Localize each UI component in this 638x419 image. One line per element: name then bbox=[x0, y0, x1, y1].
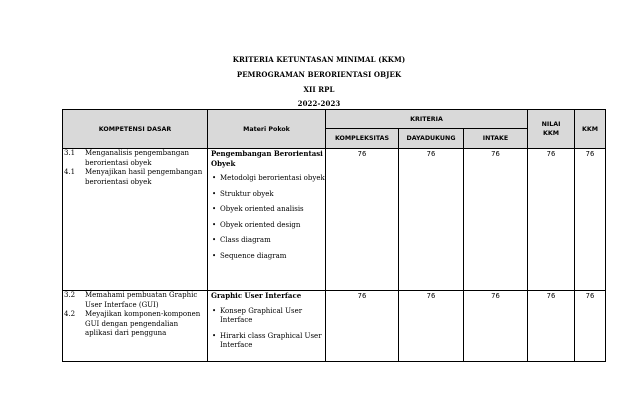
bullet-icon: • bbox=[212, 189, 217, 198]
kd-text: Menganalisis pengembangan berorientasi obyek bbox=[85, 149, 189, 167]
bullet-icon: • bbox=[212, 331, 217, 340]
header-kompetensi-dasar: KOMPETENSI DASAR bbox=[63, 110, 208, 149]
list-item: • Sequence diagram bbox=[212, 251, 287, 260]
bullet-icon: • bbox=[212, 251, 217, 260]
kompleksitas-value: 76 bbox=[326, 291, 399, 362]
kd-item bbox=[63, 291, 207, 310]
bullet-icon: • bbox=[212, 205, 217, 213]
year-title: 2022-2023 bbox=[297, 99, 341, 108]
kd-cell bbox=[63, 291, 208, 362]
list-item: • Obyek oriented analisis bbox=[212, 205, 304, 213]
list-item: • Konsep Graphical User Interface bbox=[212, 306, 303, 324]
kd-number: 3.2 bbox=[64, 291, 76, 299]
kompleksitas-value: 76 bbox=[326, 149, 399, 291]
header-materi-pokok: Materi Pokok bbox=[208, 110, 326, 149]
list-item: • Metodolgi berorientasi obyek bbox=[212, 174, 325, 182]
header-kkm: KKM bbox=[575, 110, 606, 149]
list-item: • Struktur obyek bbox=[212, 189, 274, 198]
kd-text: Menyajikan hasil pengembangan berorientasi obyek bbox=[85, 168, 203, 186]
kd-item bbox=[63, 168, 207, 187]
intake-value: 76 bbox=[464, 291, 528, 362]
table-row bbox=[63, 149, 606, 291]
list-item: • Hirarki class Graphical User Interface bbox=[212, 331, 322, 349]
kd-cell bbox=[63, 149, 208, 291]
list-item: • Class diagram bbox=[212, 236, 271, 244]
kd-number: 4.2 bbox=[64, 310, 76, 318]
bullet-icon: • bbox=[212, 174, 217, 182]
dayadukung-value: 76 bbox=[399, 291, 464, 362]
materi-cell bbox=[208, 149, 326, 291]
nilai-kkm-value: 76 bbox=[528, 291, 575, 362]
intake-value: 76 bbox=[464, 149, 528, 291]
kd-text: Meyajikan komponen-komponen GUI dengan pengendalian aplikasi dari pengguna bbox=[85, 310, 201, 337]
header-kompleksitas: KOMPLEKSITAS bbox=[326, 129, 399, 149]
dayadukung-value: 76 bbox=[399, 149, 464, 291]
class-title: XII RPL bbox=[303, 85, 335, 94]
kkm-value: 76 bbox=[575, 291, 606, 362]
kd-text: Memahami pembuatan Graphic User Interface (GUI) bbox=[85, 291, 198, 309]
kd-number: 4.1 bbox=[64, 168, 76, 176]
materi-title: Pengembangan Berorientasi Obyek bbox=[211, 149, 323, 168]
bullet-icon: • bbox=[212, 236, 217, 244]
document-title: KRITERIA KETUNTASAN MINIMAL (KKM) bbox=[232, 55, 406, 64]
materi-list bbox=[208, 307, 325, 351]
bullet-icon: • bbox=[212, 220, 217, 229]
header-kriteria: KRITERIA bbox=[326, 110, 528, 129]
kkm-table bbox=[62, 109, 606, 362]
header-dayadukung: DAYADUKUNG bbox=[399, 129, 464, 149]
materi-list bbox=[208, 174, 325, 261]
list-item: • Obyek oriented design bbox=[212, 220, 301, 229]
nilai-kkm-value: 76 bbox=[528, 149, 575, 291]
header-nilai-kkm: NILAI KKM bbox=[528, 110, 575, 149]
header-intake: INTAKE bbox=[464, 129, 528, 149]
materi-title: Graphic User Interface bbox=[211, 291, 302, 300]
table-row bbox=[63, 291, 606, 362]
kd-item bbox=[63, 149, 207, 168]
materi-cell bbox=[208, 291, 326, 362]
bullet-icon: • bbox=[212, 306, 217, 315]
kd-number: 3.1 bbox=[64, 149, 76, 157]
kkm-value: 76 bbox=[575, 149, 606, 291]
kd-item bbox=[63, 310, 207, 339]
subject-title: PEMROGRAMAN BERORIENTASI OBJEK bbox=[236, 70, 402, 79]
